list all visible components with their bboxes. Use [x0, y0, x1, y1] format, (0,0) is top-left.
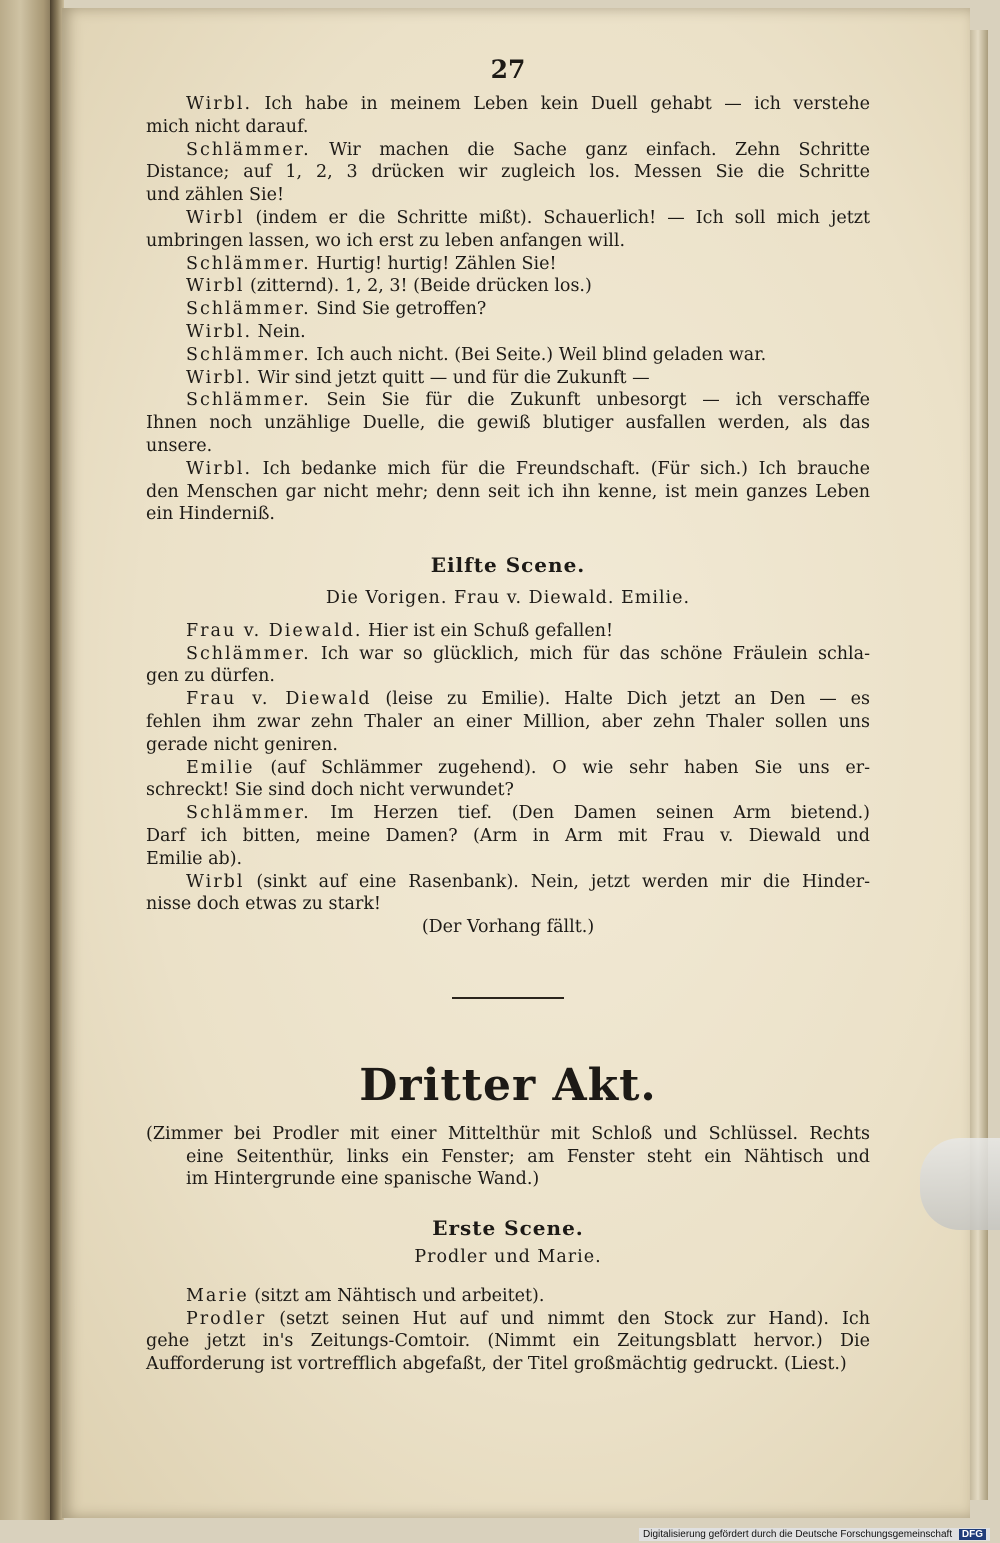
text-line: [146, 734, 870, 757]
speaker-name: Schlämmer.: [186, 643, 311, 664]
line-text: Emilie ab).: [146, 848, 243, 869]
text-line: [146, 848, 870, 871]
line-text: Distance; auf 1, 2, 3 drücken wir zugleich los. Messen Sie die Schritte: [146, 162, 870, 183]
stage-direction-line: eine Seitenthür, links ein Fenster; am Fenster steht ein Nähtisch und: [186, 1146, 870, 1167]
text-line: [146, 298, 870, 321]
text-line: [146, 779, 870, 802]
dialogue-block-2: [146, 620, 870, 916]
scene-persons-one: Prodler und Marie.: [414, 1247, 602, 1268]
speaker-name: Schlämmer.: [186, 344, 311, 365]
line-text: Nein.: [252, 321, 306, 342]
line-text: gerade nicht geniren.: [146, 734, 338, 755]
text-line: [146, 757, 870, 780]
line-text: gehe jetzt in's Zeitungs-Comtoir. (Nimmt ein Zeitungsblatt hervor.) Die: [146, 1331, 870, 1352]
text-line: [146, 275, 870, 298]
text-line: [146, 389, 870, 412]
text-line: [146, 161, 870, 184]
line-text: Ich bedanke mich für die Freundschaft. (Für sich.) Ich brauche: [252, 458, 870, 479]
scene-title-eleven: Eilfte Scene.: [430, 553, 586, 578]
line-text: Darf ich bitten, meine Damen? (Arm in Arm mit Frau v. Diewald und: [146, 825, 870, 846]
text-line: [146, 643, 870, 666]
line-text: gen zu dürfen.: [146, 666, 275, 687]
text-line: [146, 620, 870, 643]
speaker-name: Emilie: [186, 757, 255, 778]
line-text: Wir sind jetzt quitt — und für die Zukunft —: [252, 367, 650, 388]
text-line: [146, 711, 870, 734]
scene-persons-eleven: Die Vorigen. Frau v. Diewald. Emilie.: [325, 587, 691, 608]
speaker-name: Wirbl.: [186, 94, 253, 114]
speaker-name: Wirbl: [186, 276, 245, 297]
stage-direction-line: (Zimmer bei Prodler mit einer Mittelthür mit Schloß und Schlüssel. Rechts: [146, 1123, 870, 1144]
text-line: [146, 1308, 870, 1331]
text-line: [146, 367, 870, 390]
text-line: [146, 503, 870, 526]
text-line: [146, 344, 870, 367]
speaker-name: Schlämmer.: [186, 390, 311, 411]
text-line: [146, 412, 870, 435]
line-text: den Menschen gar nicht mehr; denn seit ich ihn kenne, ist mein ganzes Leben: [146, 481, 870, 502]
text-line: [146, 802, 870, 825]
line-text: Hier ist ein Schuß gefallen!: [362, 620, 614, 641]
text-line: [146, 1353, 870, 1376]
line-text: Ich war so glücklich, mich für das schöne Fräulein schla-: [310, 643, 870, 664]
text-line: [146, 665, 870, 688]
line-text: schreckt! Sie sind doch nicht verwundet?: [146, 780, 514, 801]
line-text: Hurtig! hurtig! Zählen Sie!: [310, 253, 557, 274]
speaker-name: Schlämmer.: [186, 299, 311, 320]
text-line: [146, 1330, 870, 1353]
line-text: fehlen ihm zwar zehn Thaler an einer Million, aber zehn Thaler sollen uns: [146, 711, 870, 732]
line-text: Sein Sie für die Zukunft unbesorgt — ich verschaffe: [310, 390, 870, 411]
line-text: Aufforderung ist vortrefflich abgefaßt, der Titel großmächtig gedruckt. (Liest.): [146, 1354, 847, 1375]
text-line: [146, 871, 870, 894]
speaker-name: Schlämmer.: [186, 253, 311, 274]
text-line: [146, 230, 870, 253]
curtain-direction: (Der Vorhang fällt.): [421, 917, 595, 938]
line-text: (leise zu Emilie). Halte Dich jetzt an Den — es: [371, 689, 871, 710]
dialogue-block-1: [146, 93, 870, 526]
line-text: Ich auch nicht. (Bei Seite.) Weil blind geladen war.: [310, 344, 767, 365]
speaker-name: Wirbl.: [186, 321, 253, 342]
page-clip: [920, 1138, 1000, 1230]
stage-direction-line: im Hintergrunde eine spanische Wand.): [186, 1169, 540, 1190]
line-text: und zählen Sie!: [146, 185, 284, 206]
text-line: [146, 688, 870, 711]
text-line: [146, 139, 870, 162]
text-line: [146, 458, 870, 481]
line-text: (sitzt am Nähtisch und arbeitet).: [248, 1285, 545, 1306]
text-line: [146, 207, 870, 230]
speaker-name: Wirbl.: [186, 367, 253, 388]
speaker-name: Prodler: [186, 1308, 267, 1329]
line-text: unsere.: [146, 435, 213, 456]
line-text: nisse doch etwas zu stark!: [146, 894, 381, 915]
page-text: [146, 55, 870, 1376]
text-line: [146, 321, 870, 344]
act-stage-direction: [146, 1123, 870, 1191]
text-line: [146, 116, 870, 139]
line-text: (setzt seinen Hut auf und nimmt den Stock zur Hand). Ich: [266, 1308, 870, 1329]
line-text: Sind Sie getroffen?: [310, 299, 487, 320]
line-text: Wir machen die Sache ganz einfach. Zehn Schritte: [310, 139, 870, 160]
text-line: [146, 893, 870, 916]
speaker-name: Frau v. Diewald.: [186, 620, 363, 641]
text-line: [146, 184, 870, 207]
line-text: (sinkt auf eine Rasenbank). Nein, jetzt werden mir die Hinder-: [244, 871, 870, 892]
text-line: [146, 435, 870, 458]
line-text: (auf Schlämmer zugehend). O wie sehr haben Sie uns er-: [254, 757, 870, 778]
dialogue-block-3: [146, 1285, 870, 1376]
act-title: Dritter Akt.: [359, 1059, 657, 1111]
speaker-name: Marie: [186, 1285, 249, 1306]
page-stack-edge: [968, 30, 988, 1500]
line-text: umbringen lassen, wo ich erst zu leben anfangen will.: [146, 230, 626, 251]
speaker-name: Wirbl.: [186, 458, 253, 479]
scene-title-one: Erste Scene.: [432, 1216, 584, 1241]
line-text: (indem er die Schritte mißt). Schauerlich! — Ich soll mich jetzt: [244, 207, 870, 228]
line-text: Ich habe in meinem Leben kein Duell gehabt — ich verstehe: [252, 94, 870, 114]
line-text: Ihnen noch unzählige Duelle, die gewiß blutiger ausfallen werden, als das: [146, 413, 870, 434]
speaker-name: Schlämmer.: [186, 803, 311, 824]
speaker-name: Wirbl: [186, 871, 245, 892]
line-text: Im Herzen tief. (Den Damen seinen Arm bietend.): [310, 803, 870, 824]
line-text: (zitternd). 1, 2, 3! (Beide drücken los.): [244, 276, 592, 297]
line-text: ein Hinderniß.: [146, 504, 275, 525]
speaker-name: Wirbl: [186, 207, 245, 228]
text-line: [146, 93, 870, 116]
dfg-logo: DFG: [959, 1529, 986, 1540]
credit-text: Digitalisierung gefördert durch die Deutsche Forschungsgemeinschaft: [643, 1529, 953, 1540]
text-line: [146, 825, 870, 848]
text-line: [146, 253, 870, 276]
text-line: [146, 1285, 870, 1308]
page-number: 27: [490, 55, 526, 84]
digitization-credit: [639, 1528, 990, 1541]
speaker-name: Frau v. Diewald: [186, 689, 372, 710]
line-text: mich nicht darauf.: [146, 116, 309, 137]
text-line: [146, 481, 870, 504]
speaker-name: Schlämmer.: [186, 139, 311, 160]
